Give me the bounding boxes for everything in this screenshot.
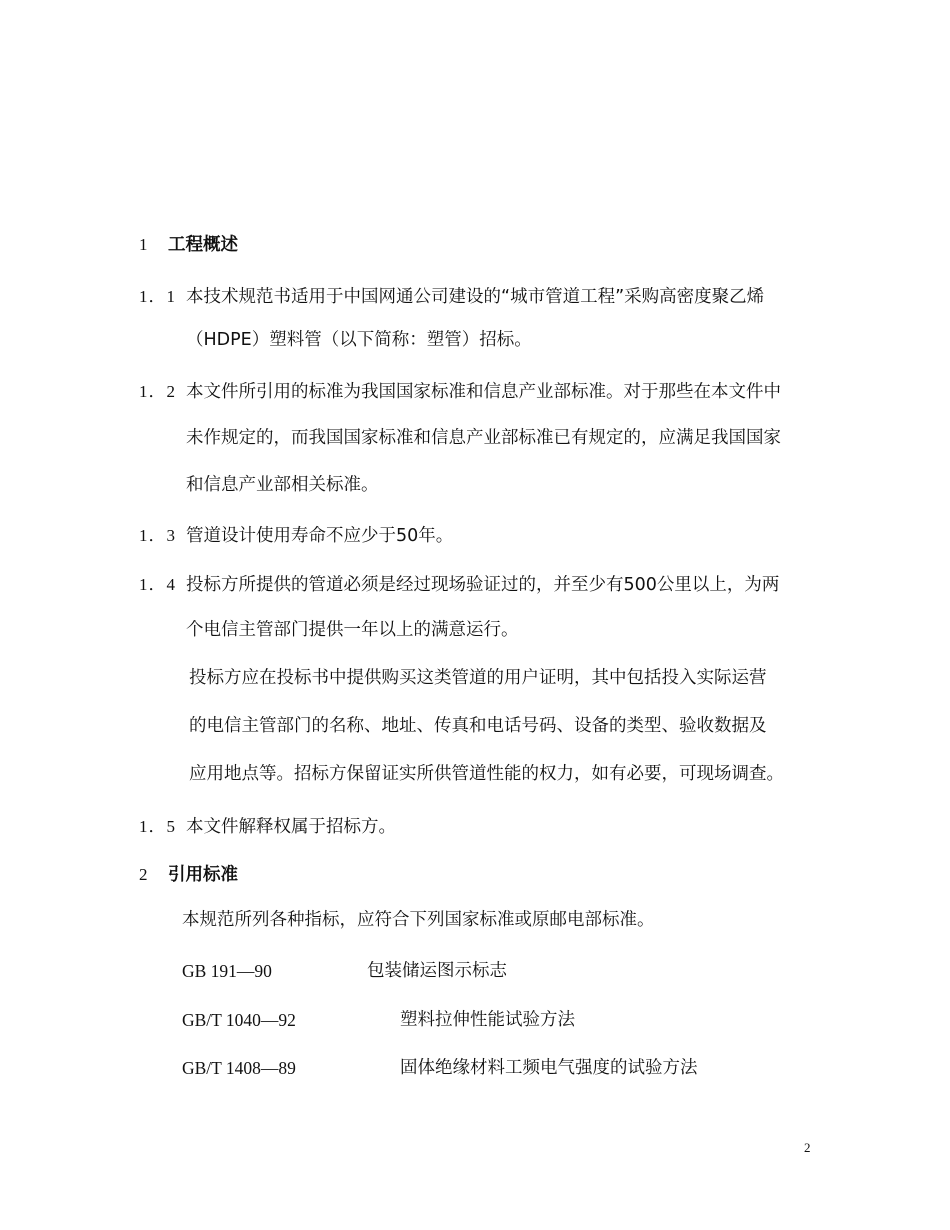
item-1-2-line-3: 和信息产业部相关标准。 [186,475,379,495]
item-1-2-line-1: 本文件所引用的标准为我国国家标准和信息产业部标准。对于那些在本文件中 [186,382,781,402]
section-2-number: 2 [139,865,149,884]
item-1-2-number: 1．2 [139,382,176,401]
item-1-4-line-5: 应用地点等。招标方保留证实所供管道性能的权力，如有必要，可现场调查。 [189,764,784,784]
standard-code: GB/T 1040—92 [182,1010,296,1030]
item-1-3-line-1: 管道设计使用寿命不应少于50年。 [186,526,454,546]
standard-code: GB/T 1408—89 [182,1058,296,1078]
standard-name: 固体绝缘材料工频电气强度的试验方法 [400,1058,698,1078]
item-1-1-line-1: 本技术规范书适用于中国网通公司建设的“城市管道工程”采购高密度聚乙烯 [186,287,765,307]
section-2-title: 引用标准 [168,865,238,885]
page-number: 2 [804,1140,811,1155]
item-1-2-line-2: 未作规定的，而我国国家标准和信息产业部标准已有规定的，应满足我国国家 [186,428,781,448]
item-1-4-line-3: 投标方应在投标书中提供购买这类管道的用户证明，其中包括投入实际运营 [189,668,767,688]
standard-name: 塑料拉伸性能试验方法 [400,1010,575,1030]
item-1-3-number: 1．3 [139,526,176,545]
item-1-4-line-4: 的电信主管部门的名称、地址、传真和电话号码、设备的类型、验收数据及 [189,716,767,736]
section-1-title: 工程概述 [168,235,238,255]
item-1-5-number: 1．5 [139,817,176,836]
item-1-4-line-1: 投标方所提供的管道必须是经过现场验证过的，并至少有500公里以上，为两 [186,575,780,595]
item-1-1-number: 1．1 [139,287,176,306]
section-2-intro: 本规范所列各种指标，应符合下列国家标准或原邮电部标准。 [182,910,655,930]
section-1-number: 1 [139,235,149,254]
standard-code: GB 191—90 [182,961,272,981]
item-1-4-line-2: 个电信主管部门提供一年以上的满意运行。 [186,620,519,640]
item-1-5-line-1: 本文件解释权属于招标方。 [186,817,396,837]
item-1-4-number: 1．4 [139,575,176,594]
standard-name: 包装储运图示标志 [367,961,507,981]
item-1-1-line-2: （HDPE）塑料管（以下简称：塑管）招标。 [186,330,532,350]
